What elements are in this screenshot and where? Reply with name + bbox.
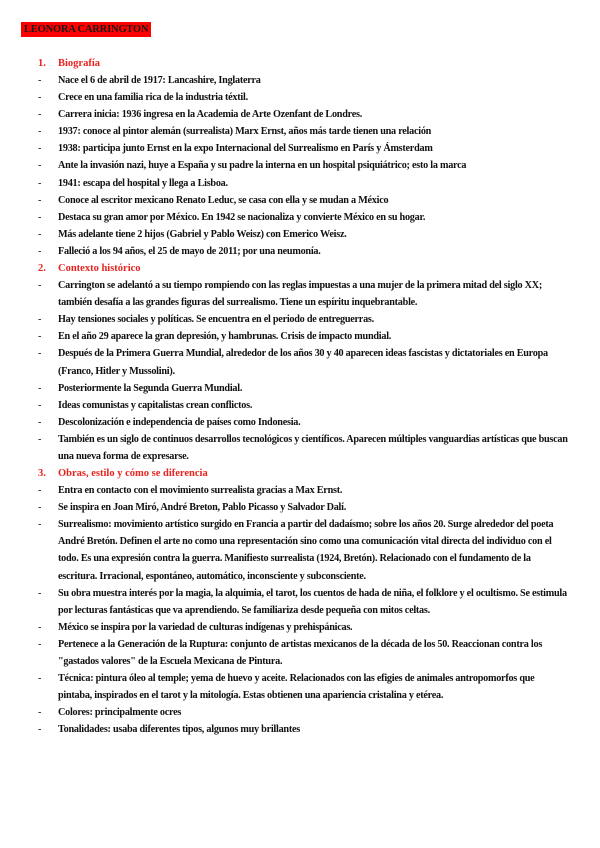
- list-item-text: Hay tensiones sociales y políticas. Se encuentra en el periodo de entreguerras.: [58, 314, 374, 326]
- list-item: [38, 397, 568, 414]
- list-item: [38, 704, 568, 721]
- list-item: [38, 328, 568, 345]
- list-item: [38, 619, 568, 636]
- dash-bullet: -: [38, 211, 42, 223]
- dash-bullet: -: [38, 399, 42, 411]
- dash-bullet: -: [38, 587, 42, 599]
- dash-bullet: -: [38, 177, 42, 189]
- dash-bullet: -: [38, 160, 42, 172]
- list-item-text: Después de la Primera Guerra Mundial, alrededor de los años 30 y 40 aparecen ideas fascistas y dictatoriales en Europa (Franco, Hitler y Mussolini).: [58, 348, 548, 377]
- list-item: [38, 277, 568, 311]
- list-item-text: Se inspira en Joan Miró, André Breton, Pablo Picasso y Salvador Dalí.: [58, 502, 347, 514]
- list-item: [38, 243, 568, 260]
- list-item-text: Tonalidades: usaba diferentes tipos, algunos muy brillantes: [58, 724, 300, 736]
- bullet-list: [38, 277, 568, 465]
- list-item-text: 1937: conoce al pintor alemán (surrealista) Marx Ernst, años más tarde tienen una relación: [58, 126, 432, 138]
- dash-bullet: -: [38, 126, 42, 138]
- list-item-text: Colores: principalmente ocres: [58, 707, 182, 719]
- list-item-text: En el año 29 aparece la gran depresión, y hambrunas. Crisis de impacto mundial.: [58, 331, 392, 343]
- section-heading: [38, 465, 568, 482]
- section-number: 2.: [38, 263, 46, 275]
- dash-bullet: -: [38, 92, 42, 104]
- list-item: [38, 380, 568, 397]
- dash-bullet: -: [38, 194, 42, 206]
- list-item-text: Destaca su gran amor por México. En 1942 se nacionaliza y convierte México en su hogar.: [58, 211, 426, 223]
- dash-bullet: -: [38, 245, 42, 257]
- section-heading: [38, 55, 568, 72]
- document-title: LEONORA CARRINGTON: [21, 22, 151, 37]
- section-number: 3.: [38, 468, 46, 480]
- list-item: [38, 175, 568, 192]
- list-item-text: Nace el 6 de abril de 1917: Lancashire, Inglaterra: [58, 75, 261, 86]
- dash-bullet: -: [38, 314, 42, 326]
- list-item-text: Surrealismo: movimiento artístico surgido en Francia a partir del dadaísmo; sobre los años 20. Surge alrededor del poeta André Bretón. Definen el arte no como una representación sino como una comunicación vital directa del individuo con el todo. Es una expresión contra la guerra. Manifiesto surrealista (1924, Bretón). Relacionado con el fundamento de la escritura. Irracional, espontáneo, automático, inconsciente y subconsciente.: [58, 519, 554, 582]
- dash-bullet: -: [38, 485, 42, 497]
- list-item-text: Técnica: pintura óleo al temple; yema de huevo y aceite. Relacionados con las efigies de animales antropomorfos que pintaba, inspirados en el tarot y la mitología. Estas obtienen una apariencia cristalina y etérea.: [58, 673, 535, 702]
- list-item: [38, 89, 568, 106]
- dash-bullet: -: [38, 382, 42, 394]
- list-item: [38, 414, 568, 431]
- section-heading: [38, 260, 568, 277]
- list-item-text: Descolonización e independencia de países como Indonesia.: [58, 416, 301, 428]
- list-item-text: 1938: participa junto Ernst en la expo Internacional del Surrealismo en París y Ámsterdam: [58, 143, 433, 155]
- list-item-text: Carrington se adelantó a su tiempo rompiendo con las reglas impuestas a una mujer de la primera mitad del siglo XX; también desafía a las grandes figuras del surrealismo. Tiene un espíritu inquebrantable.: [58, 280, 543, 309]
- list-item: [38, 106, 568, 123]
- bullet-list: [38, 72, 568, 260]
- list-item: [38, 585, 568, 619]
- bullet-list: [38, 482, 568, 738]
- list-item-text: Ideas comunistas y capitalistas crean conflictos.: [58, 399, 253, 411]
- dash-bullet: -: [38, 109, 42, 121]
- list-item-text: Su obra muestra interés por la magia, la alquimia, el tarot, los cuentos de hada de niña, el folklore y el ocultismo. Se estimula por lecturas fantásticas que va aprendiendo. Se familiariza desde pequeña con mitos celtas.: [58, 587, 567, 616]
- list-item: [38, 123, 568, 140]
- list-item: [38, 157, 568, 174]
- section-heading-text: Obras, estilo y cómo se diferencia: [58, 468, 208, 480]
- dash-bullet: -: [38, 638, 42, 650]
- list-item: [38, 140, 568, 157]
- list-item-text: Pertenece a la Generación de la Ruptura: conjunto de artistas mexicanos de la década de los 50. Reaccionan contra los "gastados valores" de la Escuela Mexicana de Pintura.: [58, 638, 543, 667]
- list-item-text: Posteriormente la Segunda Guerra Mundial.: [58, 382, 243, 394]
- dash-bullet: -: [38, 143, 42, 155]
- dash-bullet: -: [38, 502, 42, 514]
- list-item: [38, 516, 568, 584]
- list-item-text: México se inspira por la variedad de culturas indígenas y prehispánicas.: [58, 621, 353, 633]
- list-item: [38, 345, 568, 379]
- dash-bullet: -: [38, 280, 42, 292]
- list-item-text: Ante la invasión nazi, huye a España y su padre la interna en un hospital psiquiátrico; esto la marca: [58, 160, 467, 172]
- dash-bullet: -: [38, 331, 42, 343]
- list-item: [38, 636, 568, 670]
- section-heading-text: Biografía: [58, 58, 100, 69]
- list-item: [38, 209, 568, 226]
- dash-bullet: -: [38, 724, 42, 736]
- dash-bullet: -: [38, 673, 42, 685]
- list-item: [38, 311, 568, 328]
- list-item-text: También es un siglo de continuos desarrollos tecnológicos y científicos. Aparecen múltiples vanguardias artísticas que buscan una nueva forma de expresarse.: [58, 433, 568, 462]
- list-item: [38, 72, 568, 89]
- dash-bullet: -: [38, 519, 42, 531]
- list-item-text: 1941: escapa del hospital y llega a Lisboa.: [58, 177, 228, 189]
- dash-bullet: -: [38, 707, 42, 719]
- list-item: [38, 670, 568, 704]
- list-item-text: Más adelante tiene 2 hijos (Gabriel y Pablo Weisz) con Emerico Weisz.: [58, 228, 347, 240]
- list-item: [38, 499, 568, 516]
- list-item-text: Entra en contacto con el movimiento surrealista gracias a Max Ernst.: [58, 485, 343, 497]
- section-heading-text: Contexto histórico: [58, 263, 141, 275]
- dash-bullet: -: [38, 75, 42, 86]
- list-item-text: Crece en una familia rica de la industria téxtil.: [58, 92, 248, 104]
- document-content: [38, 55, 568, 738]
- dash-bullet: -: [38, 416, 42, 428]
- list-item: [38, 482, 568, 499]
- list-item: [38, 721, 568, 738]
- section-number: 1.: [38, 58, 46, 69]
- list-item-text: Carrera inicia: 1936 ingresa en la Academia de Arte Ozenfant de Londres.: [58, 109, 363, 121]
- list-item: [38, 226, 568, 243]
- list-item: [38, 192, 568, 209]
- list-item-text: Falleció a los 94 años, el 25 de mayo de 2011; por una neumonía.: [58, 245, 321, 257]
- dash-bullet: -: [38, 348, 42, 360]
- dash-bullet: -: [38, 433, 42, 445]
- list-item: [38, 431, 568, 465]
- dash-bullet: -: [38, 621, 42, 633]
- list-item-text: Conoce al escritor mexicano Renato Leduc, se casa con ella y se mudan a México: [58, 194, 389, 206]
- dash-bullet: -: [38, 228, 42, 240]
